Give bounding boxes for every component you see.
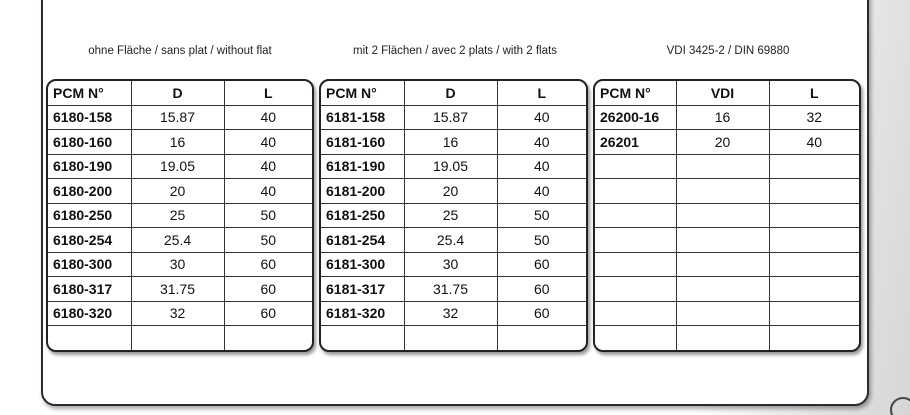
table-row xyxy=(48,154,312,179)
part-number-cell: 26200-16 xyxy=(595,105,676,130)
table-row xyxy=(48,203,312,228)
part-number-cell: 6181-190 xyxy=(321,154,404,179)
value-cell: 25.4 xyxy=(131,228,224,253)
part-number-cell xyxy=(595,228,676,253)
part-number-cell xyxy=(48,326,131,350)
value-cell xyxy=(769,252,859,277)
caption-vdi: VDI 3425-2 / DIN 69880 xyxy=(666,45,790,57)
table-row xyxy=(321,203,586,228)
part-number-cell: 6180-317 xyxy=(48,277,131,302)
column-header: L xyxy=(497,81,586,105)
table-row xyxy=(595,203,859,228)
table-row xyxy=(48,277,312,302)
part-number-cell: 6181-160 xyxy=(321,130,404,155)
table-row xyxy=(595,326,859,350)
part-number-cell: 6181-317 xyxy=(321,277,404,302)
table-row xyxy=(595,154,859,179)
value-cell: 40 xyxy=(497,130,586,155)
table-row xyxy=(595,301,859,326)
value-cell xyxy=(497,326,586,350)
table-row xyxy=(321,105,586,130)
part-number-cell: 6180-190 xyxy=(48,154,131,179)
value-cell: 16 xyxy=(131,130,224,155)
part-number-cell: 6181-200 xyxy=(321,179,404,204)
value-cell: 32 xyxy=(769,105,859,130)
value-cell: 15.87 xyxy=(131,105,224,130)
value-cell: 31.75 xyxy=(131,277,224,302)
value-cell xyxy=(676,179,769,204)
value-cell xyxy=(676,301,769,326)
table-row xyxy=(48,252,312,277)
value-cell xyxy=(769,228,859,253)
corner-circle-icon xyxy=(890,397,910,415)
table-row xyxy=(48,326,312,350)
table-row xyxy=(595,130,859,155)
part-number-cell xyxy=(595,326,676,350)
value-cell: 19.05 xyxy=(131,154,224,179)
value-cell xyxy=(676,277,769,302)
column-header: L xyxy=(224,81,312,105)
value-cell: 60 xyxy=(497,277,586,302)
value-cell: 32 xyxy=(404,301,497,326)
part-number-cell: 6180-250 xyxy=(48,203,131,228)
column-header: D xyxy=(404,81,497,105)
value-cell: 40 xyxy=(224,179,312,204)
table-row xyxy=(48,301,312,326)
part-number-cell: 6180-300 xyxy=(48,252,131,277)
table-row xyxy=(48,179,312,204)
part-number-cell: 6181-254 xyxy=(321,228,404,253)
table-row xyxy=(595,228,859,253)
table-row xyxy=(595,179,859,204)
value-cell: 16 xyxy=(676,105,769,130)
table-header-row xyxy=(48,81,312,105)
value-cell: 20 xyxy=(131,179,224,204)
part-number-cell: 6181-320 xyxy=(321,301,404,326)
value-cell: 25 xyxy=(404,203,497,228)
table-row xyxy=(595,252,859,277)
value-cell: 20 xyxy=(404,179,497,204)
table-row xyxy=(321,301,586,326)
value-cell: 50 xyxy=(497,228,586,253)
value-cell: 40 xyxy=(497,179,586,204)
value-cell xyxy=(676,252,769,277)
column-header: L xyxy=(769,81,859,105)
value-cell xyxy=(769,277,859,302)
caption-with-2-flats: mit 2 Flächen / avec 2 plats / with 2 flats xyxy=(353,45,557,57)
value-cell: 60 xyxy=(224,252,312,277)
part-number-cell: 26201 xyxy=(595,130,676,155)
table-row xyxy=(321,154,586,179)
value-cell: 40 xyxy=(769,130,859,155)
value-cell xyxy=(224,326,312,350)
value-cell: 40 xyxy=(497,105,586,130)
value-cell: 19.05 xyxy=(404,154,497,179)
part-number-cell xyxy=(595,154,676,179)
table-with-2-flats xyxy=(319,79,588,352)
value-cell xyxy=(676,326,769,350)
table-header-row xyxy=(321,81,586,105)
caption-without-flat: ohne Fläche / sans plat / without flat xyxy=(88,45,272,57)
column-header: PCM N° xyxy=(595,81,676,105)
part-number-cell: 6181-158 xyxy=(321,105,404,130)
column-header: PCM N° xyxy=(48,81,131,105)
value-cell xyxy=(676,228,769,253)
table-vdi xyxy=(593,79,861,352)
value-cell: 15.87 xyxy=(404,105,497,130)
value-cell: 40 xyxy=(224,105,312,130)
value-cell xyxy=(131,326,224,350)
table-row xyxy=(321,179,586,204)
table-header-row xyxy=(595,81,859,105)
value-cell xyxy=(769,203,859,228)
part-number-cell: 6180-160 xyxy=(48,130,131,155)
value-cell xyxy=(676,203,769,228)
table-row xyxy=(321,277,586,302)
table-without-flat xyxy=(46,79,314,352)
value-cell: 50 xyxy=(224,203,312,228)
value-cell: 30 xyxy=(404,252,497,277)
part-number-cell xyxy=(595,179,676,204)
part-number-cell xyxy=(321,326,404,350)
value-cell xyxy=(769,301,859,326)
column-header: VDI xyxy=(676,81,769,105)
part-number-cell xyxy=(595,277,676,302)
table-row xyxy=(48,105,312,130)
value-cell xyxy=(404,326,497,350)
part-number-cell xyxy=(595,203,676,228)
part-number-cell: 6181-250 xyxy=(321,203,404,228)
value-cell: 25.4 xyxy=(404,228,497,253)
value-cell xyxy=(769,179,859,204)
table-row xyxy=(321,326,586,350)
part-number-cell: 6180-158 xyxy=(48,105,131,130)
part-number-cell: 6180-320 xyxy=(48,301,131,326)
value-cell xyxy=(769,154,859,179)
table-row xyxy=(321,130,586,155)
value-cell xyxy=(769,326,859,350)
value-cell: 16 xyxy=(404,130,497,155)
value-cell: 60 xyxy=(224,277,312,302)
value-cell: 60 xyxy=(224,301,312,326)
value-cell: 30 xyxy=(131,252,224,277)
table-row xyxy=(321,228,586,253)
value-cell: 20 xyxy=(676,130,769,155)
value-cell: 32 xyxy=(131,301,224,326)
table-row xyxy=(321,252,586,277)
value-cell: 31.75 xyxy=(404,277,497,302)
part-number-cell: 6181-300 xyxy=(321,252,404,277)
part-number-cell: 6180-200 xyxy=(48,179,131,204)
value-cell xyxy=(676,154,769,179)
column-header: D xyxy=(131,81,224,105)
column-header: PCM N° xyxy=(321,81,404,105)
table-row xyxy=(48,130,312,155)
value-cell: 40 xyxy=(224,130,312,155)
value-cell: 40 xyxy=(497,154,586,179)
table-row xyxy=(595,105,859,130)
value-cell: 60 xyxy=(497,301,586,326)
value-cell: 25 xyxy=(131,203,224,228)
table-row xyxy=(595,277,859,302)
value-cell: 50 xyxy=(497,203,586,228)
value-cell: 40 xyxy=(224,154,312,179)
value-cell: 60 xyxy=(497,252,586,277)
part-number-cell: 6180-254 xyxy=(48,228,131,253)
part-number-cell xyxy=(595,252,676,277)
value-cell: 50 xyxy=(224,228,312,253)
table-row xyxy=(48,228,312,253)
part-number-cell xyxy=(595,301,676,326)
